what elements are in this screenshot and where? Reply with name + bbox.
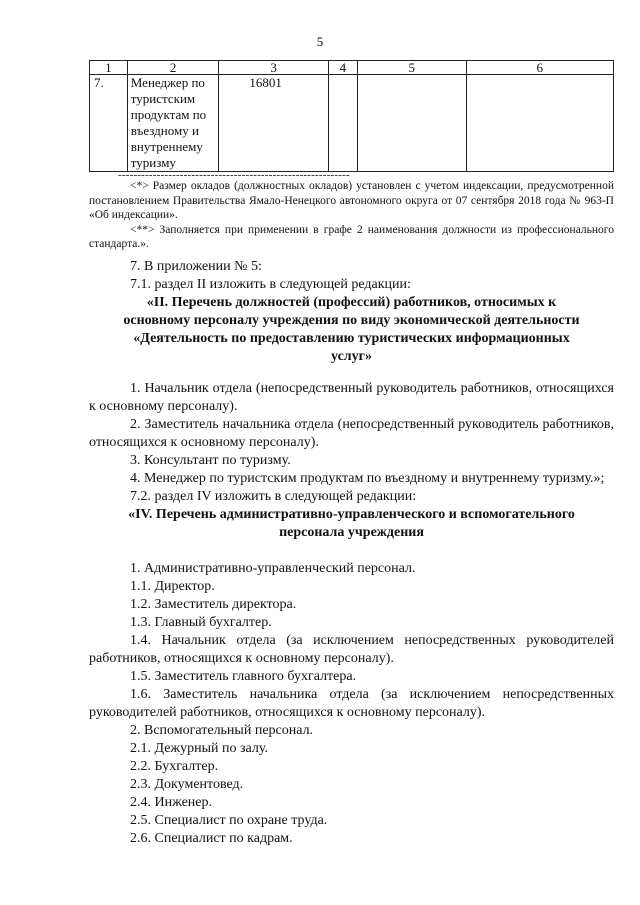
footnote-separator: ------------------------------------------------------------	[118, 169, 350, 181]
list-item: 2.5. Специалист по охране труда.	[130, 813, 328, 828]
list-item: 4. Менеджер по туристским продуктам по въездному и внутреннему туризму.»;	[130, 471, 605, 486]
paragraph-item-7-1: 7.1. раздел II изложить в следующей редакции:	[130, 277, 411, 292]
position-cell: Менеджер по туристским продуктам по въездному и внутреннему туризму	[127, 75, 219, 172]
list-item: 2. Вспомогательный персонал.	[130, 723, 314, 738]
empty-cell-5	[358, 75, 467, 172]
header-cell-6: 6	[466, 61, 613, 75]
list-item: 1.4. Начальник отдела (за исключением непосредственных руководителей работников, относящихся к основному персоналу).	[89, 633, 614, 666]
row-number-cell: 7.	[90, 75, 128, 172]
footnote-2: <**> Заполняется при применении в графе 2 наименования должности из профессионального стандарта.».	[89, 223, 614, 250]
list-item: 2. Заместитель начальника отдела (непосредственный руководитель работников, относящихся к основному персоналу).	[89, 417, 614, 450]
list-item: 1.1. Директор.	[130, 579, 215, 594]
footnote-1: <*> Размер окладов (должностных окладов) установлен с учетом индексации, предусмотренной постановлением Правительства Ямало-Ненецкого автономного округа от 07 сентября 2018 года № 963-П «Об индексации».	[89, 180, 614, 221]
paragraph-item-7-2: 7.2. раздел IV изложить в следующей редакции:	[130, 489, 417, 504]
list-item: 1. Начальник отдела (непосредственный руководитель работников, относящихся к основному персоналу).	[89, 381, 614, 414]
list-item: 2.4. Инженер.	[130, 795, 213, 810]
header-cell-5: 5	[358, 61, 467, 75]
list-item: 2.3. Документовед.	[130, 777, 244, 792]
list-item: 1.3. Главный бухгалтер.	[130, 615, 272, 630]
paragraph-item-7: 7. В приложении № 5:	[130, 259, 262, 274]
salary-table	[89, 60, 614, 172]
header-cell-2: 2	[127, 61, 219, 75]
list-item: 2.1. Дежурный по залу.	[130, 741, 268, 756]
list-item: 1. Административно-управленческий персонал.	[130, 561, 416, 576]
list-item: 2.6. Специалист по кадрам.	[130, 831, 293, 846]
table-header-row	[90, 61, 614, 75]
document-body	[89, 258, 614, 848]
list-item: 1.5. Заместитель главного бухгалтера.	[130, 669, 357, 684]
footnotes	[89, 179, 614, 252]
header-cell-3: 3	[219, 61, 328, 75]
page-number: 5	[316, 34, 324, 49]
section-2-heading: «II. Перечень должностей (профессий) работников, относимых к основному персоналу учреждения по виду экономической деятельности «Деятельность по предоставлению туристических информационных услуг»	[123, 295, 580, 364]
salary-cell: 16801	[219, 75, 328, 172]
list-item: 3. Консультант по туризму.	[130, 453, 291, 468]
list-item: 1.2. Заместитель директора.	[130, 597, 297, 612]
empty-cell-6	[466, 75, 613, 172]
list-item: 2.2. Бухгалтер.	[130, 759, 219, 774]
list-item: 1.6. Заместитель начальника отдела (за исключением непосредственных руководителей работников, относящихся к основному персоналу).	[89, 687, 614, 720]
header-cell-1: 1	[90, 61, 128, 75]
section-4-heading: «IV. Перечень административно-управленческого и вспомогательного персонала учреждения	[128, 507, 575, 540]
table-row	[90, 75, 614, 172]
header-cell-4: 4	[328, 61, 357, 75]
empty-cell-4	[328, 75, 357, 172]
